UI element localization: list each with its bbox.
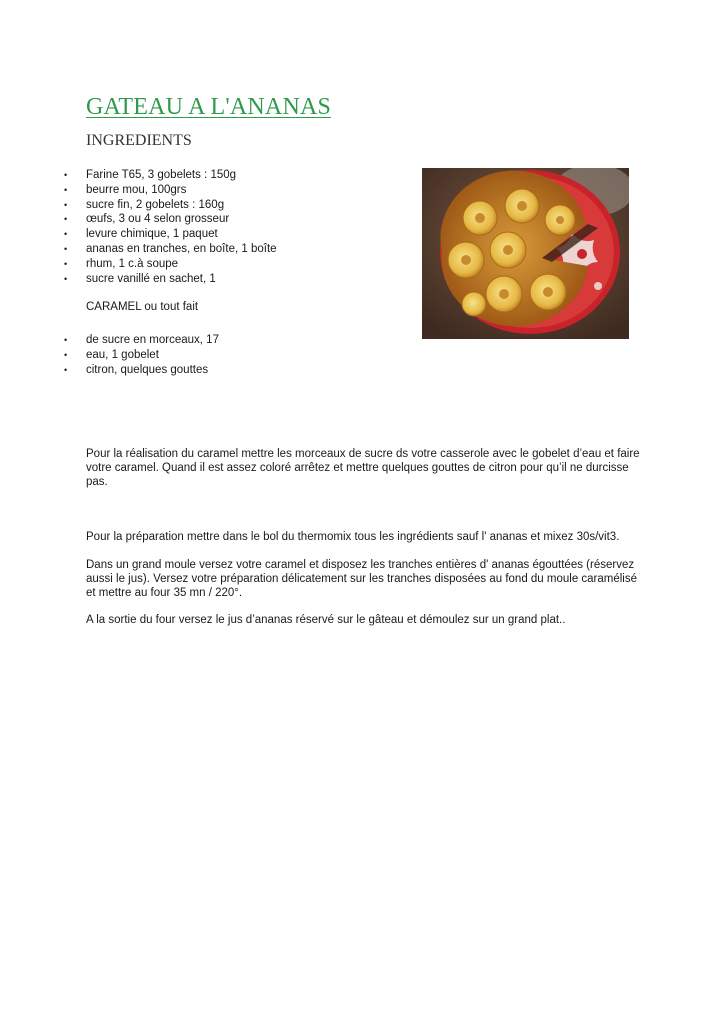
list-item: • Farine T65, 3 gobelets : 150g	[64, 169, 237, 181]
list-item: • de sucre en morceaux, 17	[64, 334, 219, 346]
preparation-step: Pour la préparation mettre dans le bol du thermomix tous les ingrédients sauf l' ananas et mixez 30s/vit3.	[86, 531, 620, 543]
bullet-icon: •	[64, 349, 68, 360]
bullet-icon: •	[64, 170, 68, 180]
baking-step: Dans un grand moule versez votre caramel et disposez les tranches entières d' ananas égouttées (réservez aussi le jus). Versez votre préparation délicatement sur les tranches disposées au fond du moule caramélisé et mettre au four 35 mn / 220°.	[86, 559, 638, 599]
bullet-icon: •	[64, 258, 68, 269]
list-item: • œufs, 3 ou 4 selon grosseur	[64, 213, 230, 226]
list-item: • ananas en tranches, en boîte, 1 boîte	[64, 242, 277, 255]
list-item: • sucre fin, 2 gobelets : 160g	[64, 198, 225, 211]
ingredients-list	[0, 168, 277, 286]
list-item: • rhum, 1 c.à soupe	[64, 257, 179, 270]
list-item: • eau, 1 gobelet	[64, 348, 159, 361]
caramel-ingredients-list	[0, 333, 219, 377]
ingredients-heading: INGREDIENTS	[86, 132, 192, 149]
bullet-icon: •	[64, 229, 68, 240]
cake-photo	[422, 168, 629, 339]
recipe-title: GATEAU A L'ANANAS	[86, 94, 332, 120]
list-item: • citron, quelques gouttes	[64, 363, 209, 376]
bullet-icon: •	[64, 214, 68, 225]
bullet-icon: •	[64, 199, 68, 210]
bullet-icon: •	[64, 184, 68, 195]
bullet-icon: •	[64, 273, 68, 284]
bullet-icon: •	[64, 364, 68, 375]
bullet-icon: •	[64, 243, 68, 254]
caramel-heading: CARAMEL ou tout fait	[86, 301, 199, 313]
unmolding-step: A la sortie du four versez le jus d’ananas réservé sur le gâteau et démoulez sur un grand plat..	[86, 614, 566, 626]
list-item: • beurre mou, 100grs	[64, 183, 187, 196]
list-item: • levure chimique, 1 paquet	[64, 228, 218, 241]
pineapple-cake-image	[422, 168, 629, 339]
list-item: • sucre vanillé en sachet, 1	[64, 272, 216, 285]
bullet-icon: •	[64, 335, 68, 345]
caramel-instructions: Pour la réalisation du caramel mettre les morceaux de sucre ds votre casserole avec le gobelet d’eau et faire votre caramel. Quand il est assez coloré arrêtez et mettre quelques gouttes de citron pour qu’il ne durcisse pas.	[86, 448, 640, 488]
